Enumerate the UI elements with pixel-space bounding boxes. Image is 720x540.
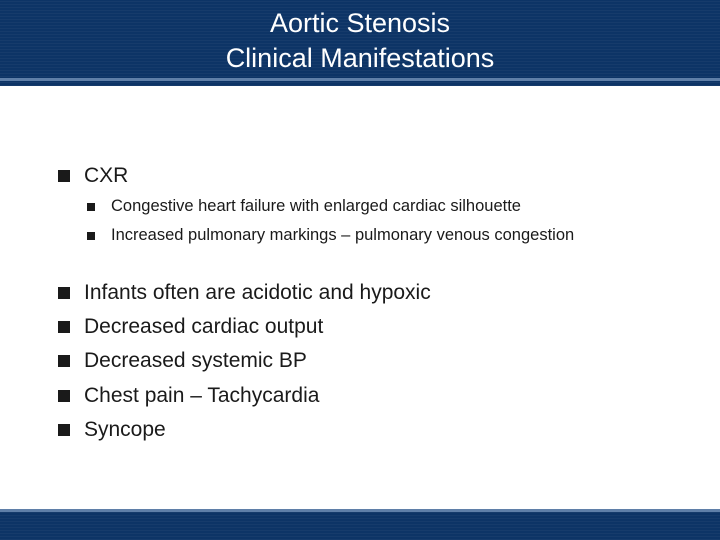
bullet-chest-pain: Chest pain – Tachycardia <box>84 384 320 407</box>
sub-bullet-pulmonary: Increased pulmonary markings – pulmonary venous congestion <box>111 226 575 244</box>
title-line-1: Aortic Stenosis <box>269 8 451 38</box>
bullet-syncope: Syncope <box>84 418 166 441</box>
bullet-square-icon <box>58 390 70 402</box>
bullet-square-icon <box>58 287 70 299</box>
bullet-square-icon <box>58 355 70 367</box>
bullet-cardiac-output: Decreased cardiac output <box>84 315 324 338</box>
bullet-cxr: CXR <box>84 164 129 187</box>
title-line-2: Clinical Manifestations <box>225 43 495 73</box>
bullet-square-icon <box>58 170 70 182</box>
bullet-square-icon <box>58 321 70 333</box>
sub-bullet-square-icon <box>87 203 95 211</box>
sub-bullet-chf: Congestive heart failure with enlarged cardiac silhouette <box>111 197 521 215</box>
bullet-square-icon <box>58 424 70 436</box>
sub-bullet-square-icon <box>87 232 95 240</box>
bullet-infants: Infants often are acidotic and hypoxic <box>84 281 431 304</box>
bullet-systemic-bp: Decreased systemic BP <box>84 349 307 372</box>
slide-footer <box>0 512 720 540</box>
